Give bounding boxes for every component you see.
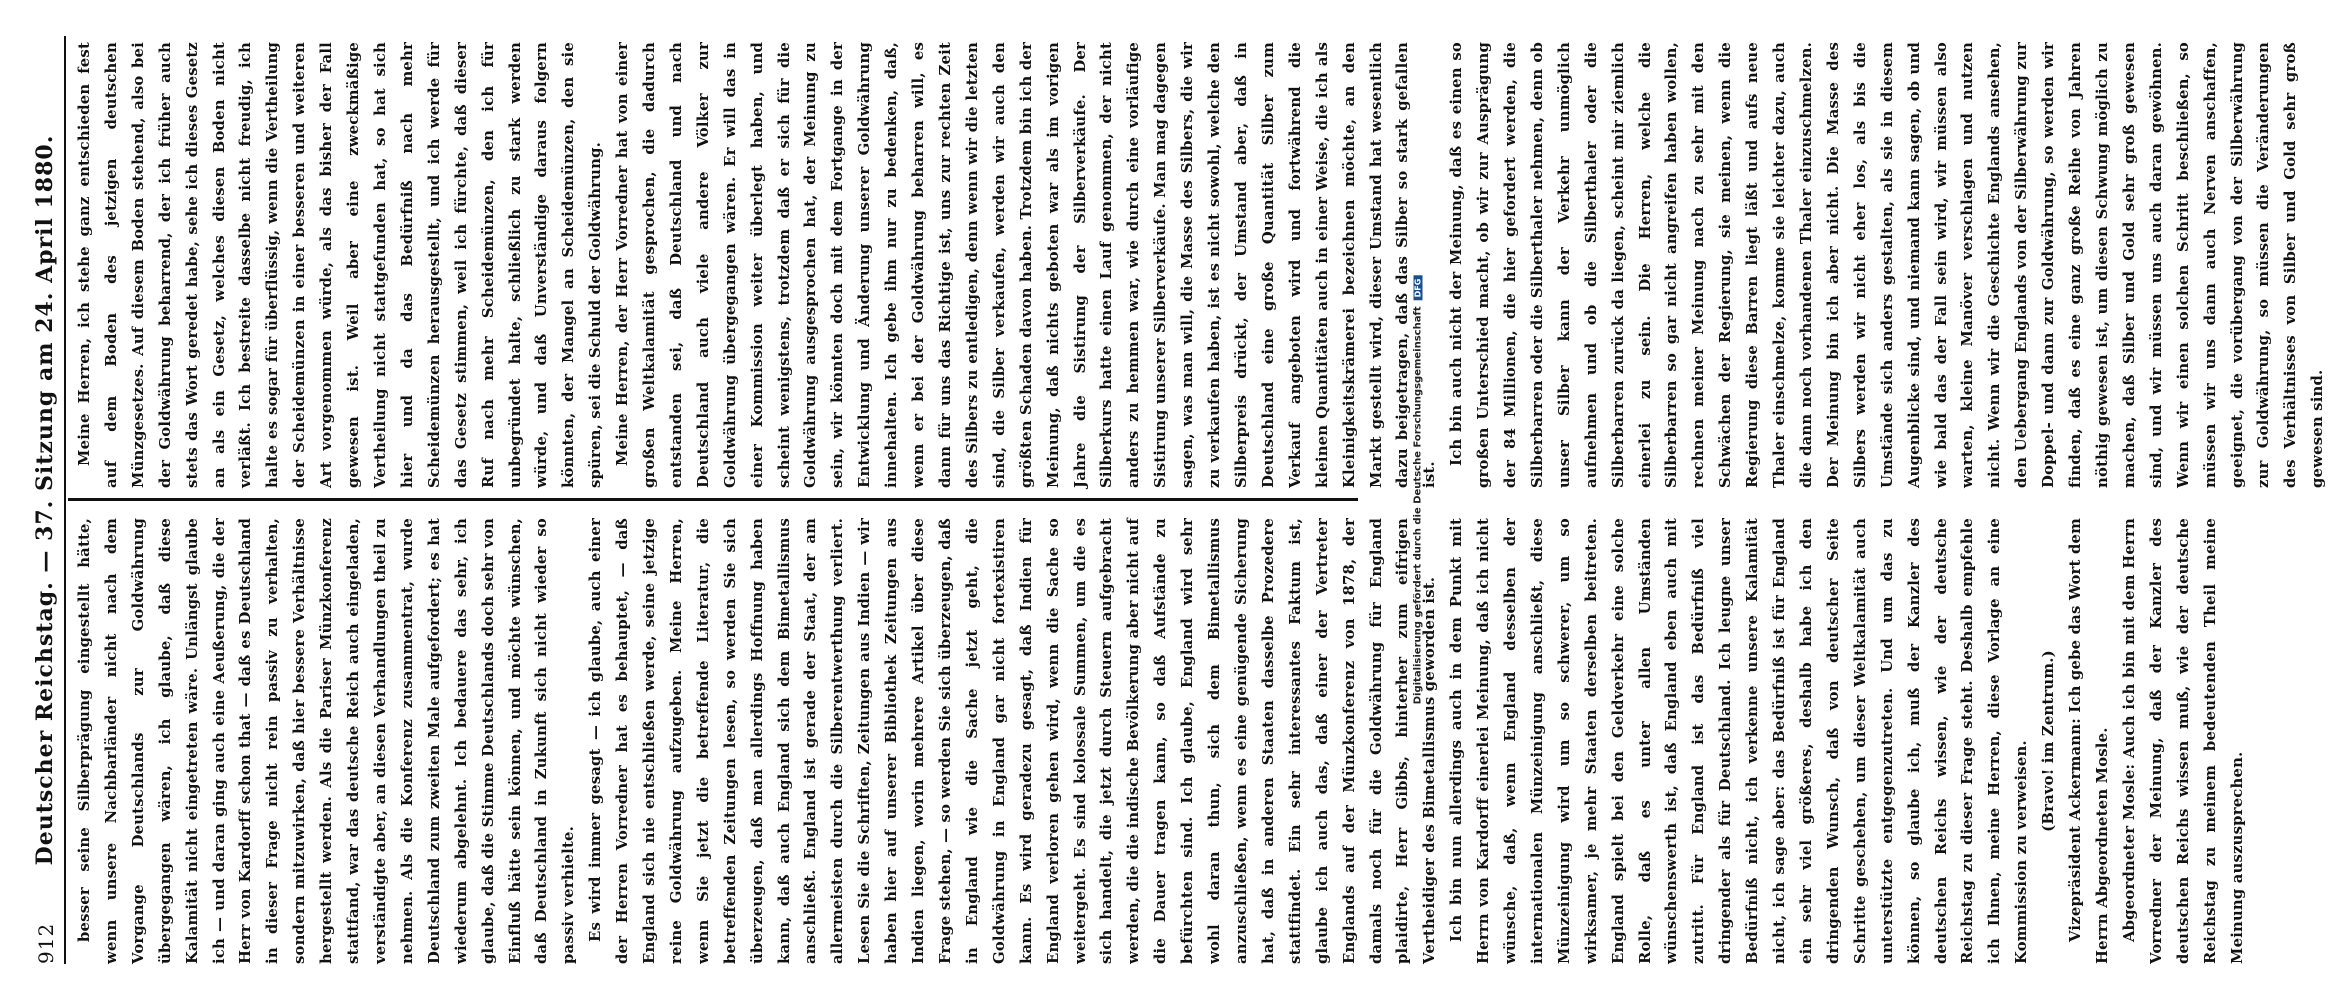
paragraph: Es wird immer gesagt — ich glaube, auch einer der Herren Vorredner hat es behauptet, — daß England sich nie entschließen werde, seine jetzige reine Goldwährung aufzugeben. Meine Herren, wenn Sie jetzt die betreffende Literatur, die betreffenden Zeitungen lesen, so werden Sie sich überzeugen, daß man allerdings Hoffnung haben kann, daß auch England sich dem Bimetallismus anschließt. England ist gerade der Staat, der am allermeisten durch die Silberentwerthung verliert. Lesen Sie die Schriften, Zeitungen aus Indien — wir haben hier auf unserer Bibliothek Zeitungen aus Indien liegen, worin mehrere Artikel über diese Frage stehen, — so werden Sie sich überzeugen, daß in England wie die Sache jetzt geht, die Goldwährung in England gar nicht fortexistiren kann. Es wird geradezu gesagt, daß Indien für England verloren gehen wird, wenn die Sache so weitergeht. Es sind kolossale Summen, um die es sich handelt, die jetzt durch Steuern aufgebracht werden, die die indische Bevölkerung aber nicht auf die Dauer tragen kann, so daß Aufstände zu befürchten sind. Ich glaube, England wird sehr wohl daran thun, sich dem Bimetallismus anzuschließen, wenn es eine genügende Sicherung hat, daß in anderen Staaten dasselbe Prozedere stattfindet. Ein sehr interessantes Faktum ist, glaube ich auch das, daß einer der Vertreter Englands auf der Münzkonferenz von 1878, der damals noch für die Goldwährung für England plaidirte, Herr Gibbs, hinterher zum eifrigen Vertheidiger des Bimetallismus geworden ist. bbox=[587, 518, 1439, 964]
speech-text: Auch ich bin mit dem Herrn Vorredner der Meinung, daß der Kanzler des deutschen Reichs wissen muß, wie der deutsche Reichstag zu meinem bedeutenden Theil meine Meinung auszusprechen. bbox=[2120, 518, 2246, 964]
page-header bbox=[28, 36, 68, 964]
speech-text: Ich gebe das Wort dem Herrn Abgeordneten Mosle. bbox=[2067, 518, 2111, 964]
left-column bbox=[72, 518, 2246, 964]
page-number: 912 bbox=[34, 922, 58, 964]
paragraph: besser seine Silberprägung eingestellt hätte, wenn unsere Nachbarländer nicht nach dem Vorgange Deutschlands zur Goldwährung übergegangen wären, ich glaube, daß diese Kalamität nicht eingetreten wäre. Unlängst glaube ich — und daran ging auch eine Aeußerung, die der Herr von Kardorff schon that — daß es Deutschland in dieser Frage nicht rein passiv zu verhalten, sondern mitzuwirken, daß hier bessere Verhältnisse hergestellt werden. Als die Pariser Münzkonferenz stattfand, war das deutsche Reich auch eingeladen, verständigte aber, an diesen Verhandlungen theil zu nehmen. Als die Konferenz zusammentrat, wurde Deutschland zum zweiten Male aufgefordert; es hat wiederum abgelehnt. Ich bedauere das sehr, ich glaube, daß die Stimme Deutschlands doch sehr von Einfluß hätte sein können, und möchte wünschen, daß Deutschland in Zukunft sich nicht wieder so passiv verhielte. bbox=[76, 518, 578, 964]
dfg-logo: DFG bbox=[1414, 276, 1423, 301]
paragraph: Meine Herren, ich stehe ganz entschieden fest auf dem Boden des jetzigen deutschen Münzgesetzes. Auf diesem Boden stehend, also bei der Goldwährung beharrend, der ich früher auch stets das Wort geredet habe, sehe ich dieses Gesetz an als ein Gesetz, welches diesen Boden nicht verläßt. Ich bestreite dasselbe nicht freudig, ich halte es sogar für überflüssig, wenn die Vertheilung der Scheidemünzen in einer besseren und weiteren Art vorgenommen würde, als das bisher der Fall gewesen ist. Weil aber eine zweckmäßige Vertheilung nicht stattgefunden hat, so hat sich hier und da das Bedürfniß nach mehr Scheidemünzen herausgestellt, und ich werde für das Gesetz stimmen, weil ich fürchte, daß dieser Ruf nach mehr Scheidemünzen, den ich für unbegründet halte, schließlich zu stark werden würde, und daß Unverständige daraus folgern könnten, der Mangel an Scheidemünzen, den sie spüren, sei die Schuld der Goldwährung. bbox=[76, 42, 605, 488]
header-rule bbox=[64, 36, 66, 964]
speaker-name: Vizepräsident Ackermann: bbox=[2067, 718, 2085, 942]
page-title: Deutscher Reichstag. — 37. Sitzung am 24. April 1880. bbox=[32, 134, 58, 866]
speaker-name: Abgeordneter Mosle: bbox=[2120, 763, 2138, 942]
mosle-statement bbox=[2117, 518, 2252, 964]
column-divider bbox=[68, 498, 1358, 501]
digitization-credit-text bbox=[1413, 276, 1424, 705]
president-statement bbox=[2063, 518, 2117, 964]
paragraph: Meine Herren, der Herr Vorredner hat von einer großen Weltkalamität gesprochen, die dadurch entstanden sei, daß Deutschland und nach Deutschland auch viele andere Völker zur Goldwährung übergegangen wären. Er will das in einer Kommission weiter überlegt haben, und scheint wenigstens, trotzdem daß er sich für die Goldwährung ausgesprochen hat, der Meinung zu sein, wir könnten doch mit dem Fortgange in der Entwicklung und Änderung unserer Goldwährung innehalten. Ich gebe ihm nur zu bedenken, daß, wenn er bei der Goldwährung beharren will, es dann für uns das Richtige ist, uns zur rechten Zeit des Silbers zu entledigen, denn wenn wir die letzten sind, die Silber verkaufen, werden wir auch den größten Schaden davon haben. Trotzdem bin ich der Meinung, daß nichts geboten war als im vorigen Jahre die Sistirung der Silberverkäufe. Der Silberkurs hatte einen Lauf genommen, der nicht anders zu hemmen war, wie durch eine vorläufige Sistirung unserer Silberverkäufe. Man mag dagegen sagen, was man will, die Masse des Silbers, die wir zu verkaufen haben, ist es nicht sowohl, welche den Silberpreis drückt, der Umstand aber, daß in Deutschland eine große Quantität Silber zum Verkauf angeboten wird und fortwährend die kleinen Quantitäten auch in einer Weise, die ich als Kleinigkeitskrämerei bezeichnen möchte, an den Markt gestellt wird, dieser Umstand hat wesentlich dazu beigetragen, daß das Silber so stark gefallen ist. bbox=[614, 42, 1439, 488]
paragraph: Ich bin nun allerdings auch in dem Punkt mit Herrn von Kardorff einerlei Meinung, daß ich nicht wünsche, daß, wenn England desselben der internationalen Münzeinigung anschließt, diese Münzeinigung wird um so schwerer, um so wirksamer, je mehr Staaten derselben beitreten. England spielt bei den Geldverkehr eine solche Rolle, daß es unter allen Umständen wünschenswerth ist, daß England eben auch mit zutritt. Für England ist das Bedürfniß viel dringender als für Deutschland. Ich leugne unser Bedürfniß nicht, ich verkenne unsere Kalamität nicht, ich sage aber: das Bedürfniß ist für England ein sehr viel größeres, deshalb habe ich den dringenden Wunsch, daß von deutscher Seite Schritte geschehen, um dieser Weltkalamität auch unterstützte entgegenzutreten. Und um das zu können, so glaube ich, muß der Kanzler des deutschen Reichs wissen, wie der deutsche Reichstag zu dieser Frage steht. Deshalb empfehle ich Ihnen, meine Herren, diese Vorlage an eine Kommission zu verweisen. bbox=[1448, 518, 2031, 964]
paragraph: Ich bin auch nicht der Meinung, daß es einen so großen Unterschied macht, ob wir zur Ausprägung der 84 Millionen, die hier gefordert werden, die Silberbarren oder die Silberthaler nehmen, denn ob unser Silber kann der Verkehr unmöglich aufnehmen und ob die Silberthaler oder die Silberbarren zurück da liegen, scheint mir ziemlich einerlei zu sein. Die Herren, welche die Silberbarren so gar nicht angreifen haben wollen, rechnen meiner Meinung nach zu sehr mit den Schwächen der Regierung, sie meinen, wenn die Regierung diese Barren liegt läßt und aufs neue Thaler einschmelze, komme sie leichter dazu, auch die dann noch vorhandenen Thaler einzuschmelzen. Der Meinung bin ich aber nicht. Die Masse des Silbers werden wir nicht eher los, als bis die Umstände sich anders gestalten, als sie in diesem Augenblicke sind, und niemand kann sagen, ob und wie bald das der Fall sein wird, wir müssen also warten, kleine Manöver verschlagen und nutzen nicht. Wenn wir die Geschichte Englands ansehen, den Uebergang Englands von der Silberwährung zur Doppel- und dann zur Goldwährung, so werden wir finden, daß es eine ganz große Reihe von Jahren nöthig gewesen ist, um diesen Schwung möglich zu machen, daß Silber und Gold sehr groß gewesen sind, und wir müssen uns auch daran gewöhnen. Wenn wir einen solchen Schritt beschließen, so müssen wir uns dann auch Nerven anschaffen, geeignet, die vorübergang von der Silberwährung zur Goldwährung, so müssen die Veränderungen des Verhältnisses von Silber und Gold sehr groß gewesen sind. bbox=[1448, 42, 2327, 488]
credit-text: Digitalisierung gefördert durch die Deutsche Forschungsgemeinschaft bbox=[1412, 306, 1424, 705]
applause-note: (Bravo! im Zentrum.) bbox=[2040, 650, 2058, 832]
